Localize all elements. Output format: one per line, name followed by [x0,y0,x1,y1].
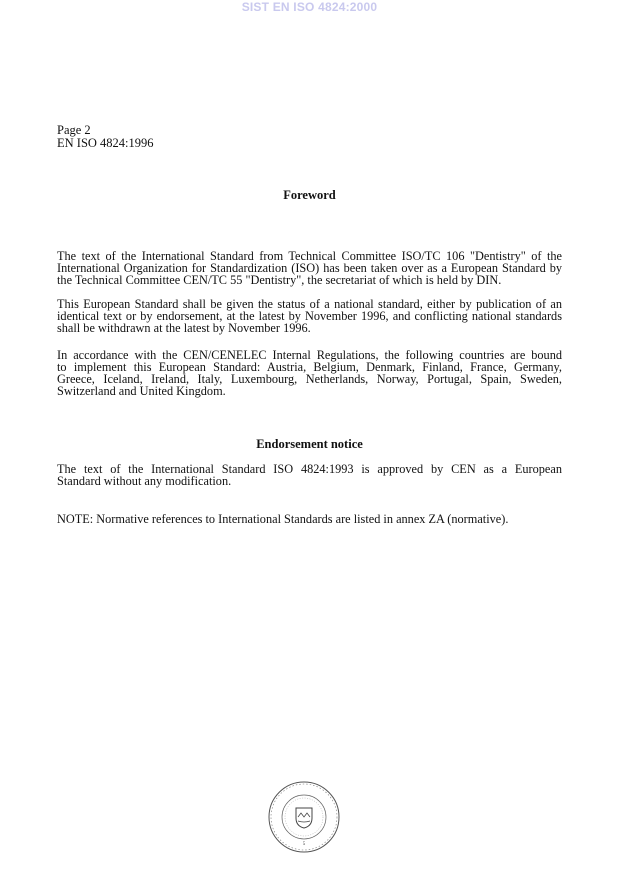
text-line: International Organization for Standardization (ISO) has been taken over as a European Standard by [57,261,562,275]
foreword-paragraph-3 [57,349,562,397]
text-line: The text of the International Standard ISO 4824:1993 is approved by CEN as a European [57,462,562,476]
foreword-paragraph-1 [57,250,562,286]
text-line: In accordance with the CEN/CENELEC Internal Regulations, the following countries are bound [57,348,562,362]
text-line: This European Standard shall be given the status of a national standard, either by publication of an [57,297,562,311]
text-line: Switzerland and United Kingdom. [57,384,226,398]
text-line: The text of the International Standard from Technical Committee ISO/TC 106 "Dentistry" of the [57,249,562,263]
foreword-paragraph-2 [57,298,562,334]
text-line: Standard without any modification. [57,474,232,488]
text-line: identical text or by endorsement, at the latest by November 1996, and conflicting national standards [57,309,562,323]
note-paragraph [57,513,562,525]
page-number: Page 2 [57,123,91,137]
standard-id: EN ISO 4824:1996 [57,136,154,150]
foreword-heading: Foreword [283,188,336,202]
watermark: SIST EN ISO 4824:2000 [241,0,378,14]
text-line: to implement this European Standard: Austria, Belgium, Denmark, Finland, France, Germany, [57,360,562,374]
endorsement-heading: Endorsement notice [256,437,363,451]
official-seal-stamp [267,780,341,854]
text-line: the Technical Committee CEN/TC 55 "Dentistry", the secretariat of which is held by DIN. [57,273,502,287]
text-line: shall be withdrawn at the latest by November 1996. [57,321,311,335]
svg-text:5: 5 [302,842,306,847]
text-line: Greece, Iceland, Ireland, Italy, Luxembourg, Netherlands, Norway, Portugal, Spain, Sweden, [57,372,562,386]
endorsement-paragraph [57,463,562,487]
note-text: NOTE: Normative references to International Standards are listed in annex ZA (normative). [57,512,509,526]
